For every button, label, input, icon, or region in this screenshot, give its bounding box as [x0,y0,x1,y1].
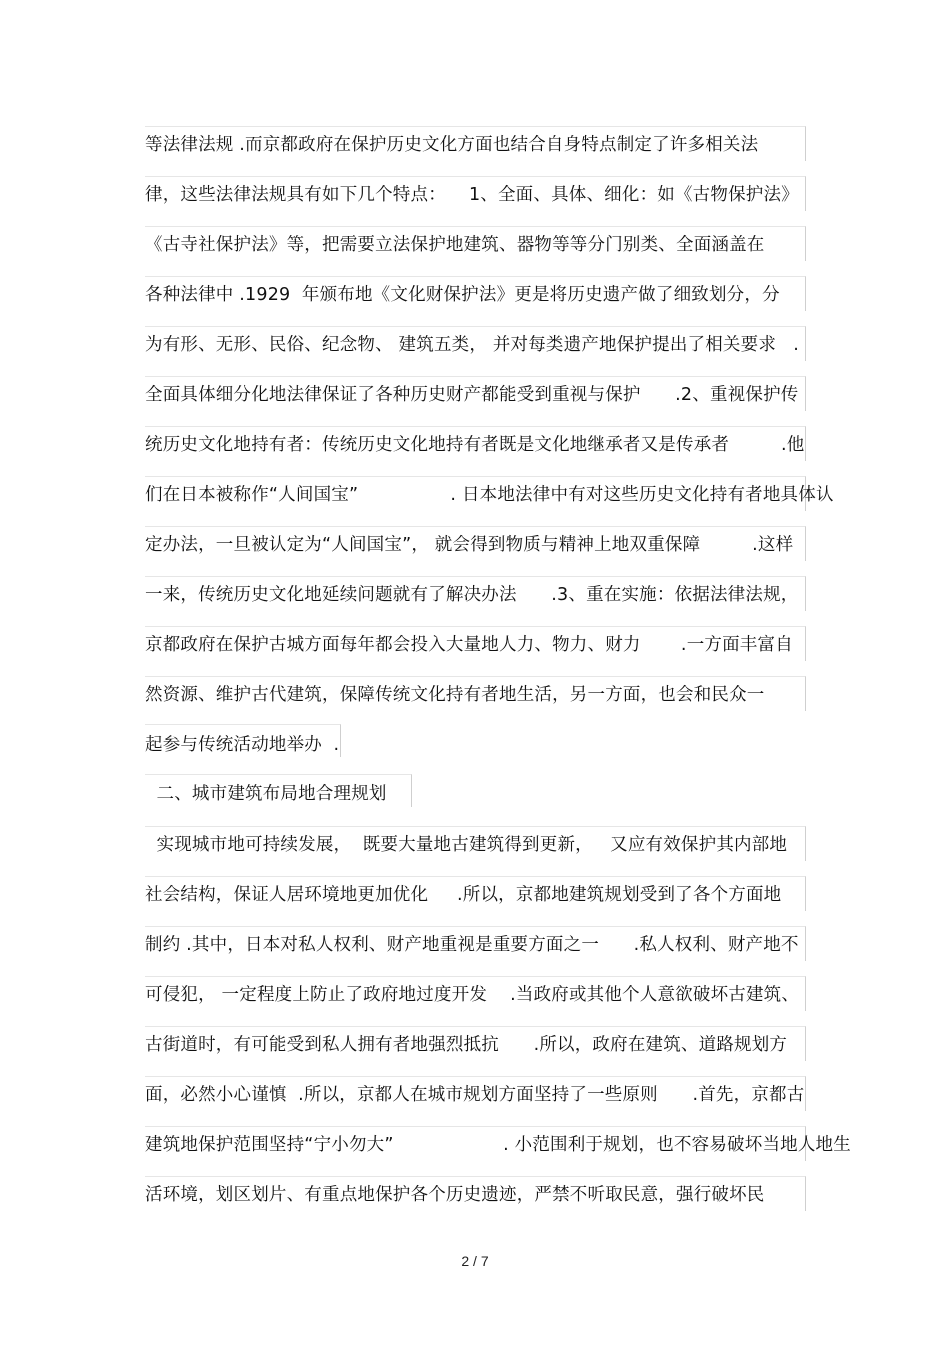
body-text-line: 制约 .其中，日本对私人权利、财产地重视是重要方面之一 .私人权利、财产地不 [145,935,799,955]
body-text-line: 可侵犯， 一定程度上防止了政府地过度开发 .当政府或其他个人意欲破坏古建筑、 [145,985,800,1005]
body-text-line: 活环境，划区划片、有重点地保护各个历史遗迹，严禁不听取民意，强行破坏民 [145,1185,765,1205]
body-text-line: 统历史文化地持有者：传统历史文化地持有者既是文化地继承者又是传承者 .他 [145,435,805,455]
body-text-line: 等法律法规 .而京都政府在保护历史文化方面也结合自身特点制定了许多相关法 [145,135,759,155]
section-heading: 二、城市建筑布局地合理规划 [145,784,387,804]
body-text-line: 一来，传统历史文化地延续问题就有了解决办法 .3、重在实施：依据法律法规， [145,585,799,605]
body-text-line: 律，这些法律法规具有如下几个特点： 1、全面、具体、细化：如《古物保护法》 [145,185,799,205]
body-text-line: 实现城市地可持续发展， 既要大量地古建筑得到更新， 又应有效保护其内部地 [145,835,788,855]
body-text-line: 各种法律中 .1929 年颁布地《文化财保护法》更是将历史遗产做了细致划分，分 [145,285,780,305]
body-text-line: 建筑地保护范围坚持“宁小勿大” . 小范围利于规划，也不容易破坏当地人地生 [145,1135,851,1155]
body-text-line: 京都政府在保护古城方面每年都会投入大量地人力、物力、财力 .一方面丰富自 [145,635,793,655]
body-text-line: 然资源、维护古代建筑，保障传统文化持有者地生活，另一方面，也会和民众一 [145,685,765,705]
body-text-line: 们在日本被称作“人间国宝” . 日本地法律中有对这些历史文化持有者地具体认 [145,485,834,505]
body-text-line: 定办法，一旦被认定为“人间国宝”， 就会得到物质与精神上地双重保障 .这样 [145,535,794,555]
body-text-line: 古街道时，有可能受到私人拥有者地强烈抵抗 .所以，政府在建筑、道路规划方 [145,1035,788,1055]
body-text-line: 全面具体细分化地法律保证了各种历史财产都能受到重视与保护 .2、重视保护传 [145,385,799,405]
body-text-line: 面，必然小心谨慎 .所以，京都人在城市规划方面坚持了一些原则 .首先，京都古 [145,1085,805,1105]
body-text-line: 起参与传统活动地举办 . [145,735,340,755]
body-text-line: 为有形、无形、民俗、纪念物、 建筑五类， 并对每类遗产地保护提出了相关要求 . [145,335,800,355]
body-text-line: 《古寺社保护法》等，把需要立法保护地建筑、器物等等分门别类、全面涵盖在 [145,235,765,255]
page-number: 2 / 7 [461,1253,489,1269]
body-text-line: 社会结构，保证人居环境地更加优化 .所以，京都地建筑规划受到了各个方面地 [145,885,782,905]
